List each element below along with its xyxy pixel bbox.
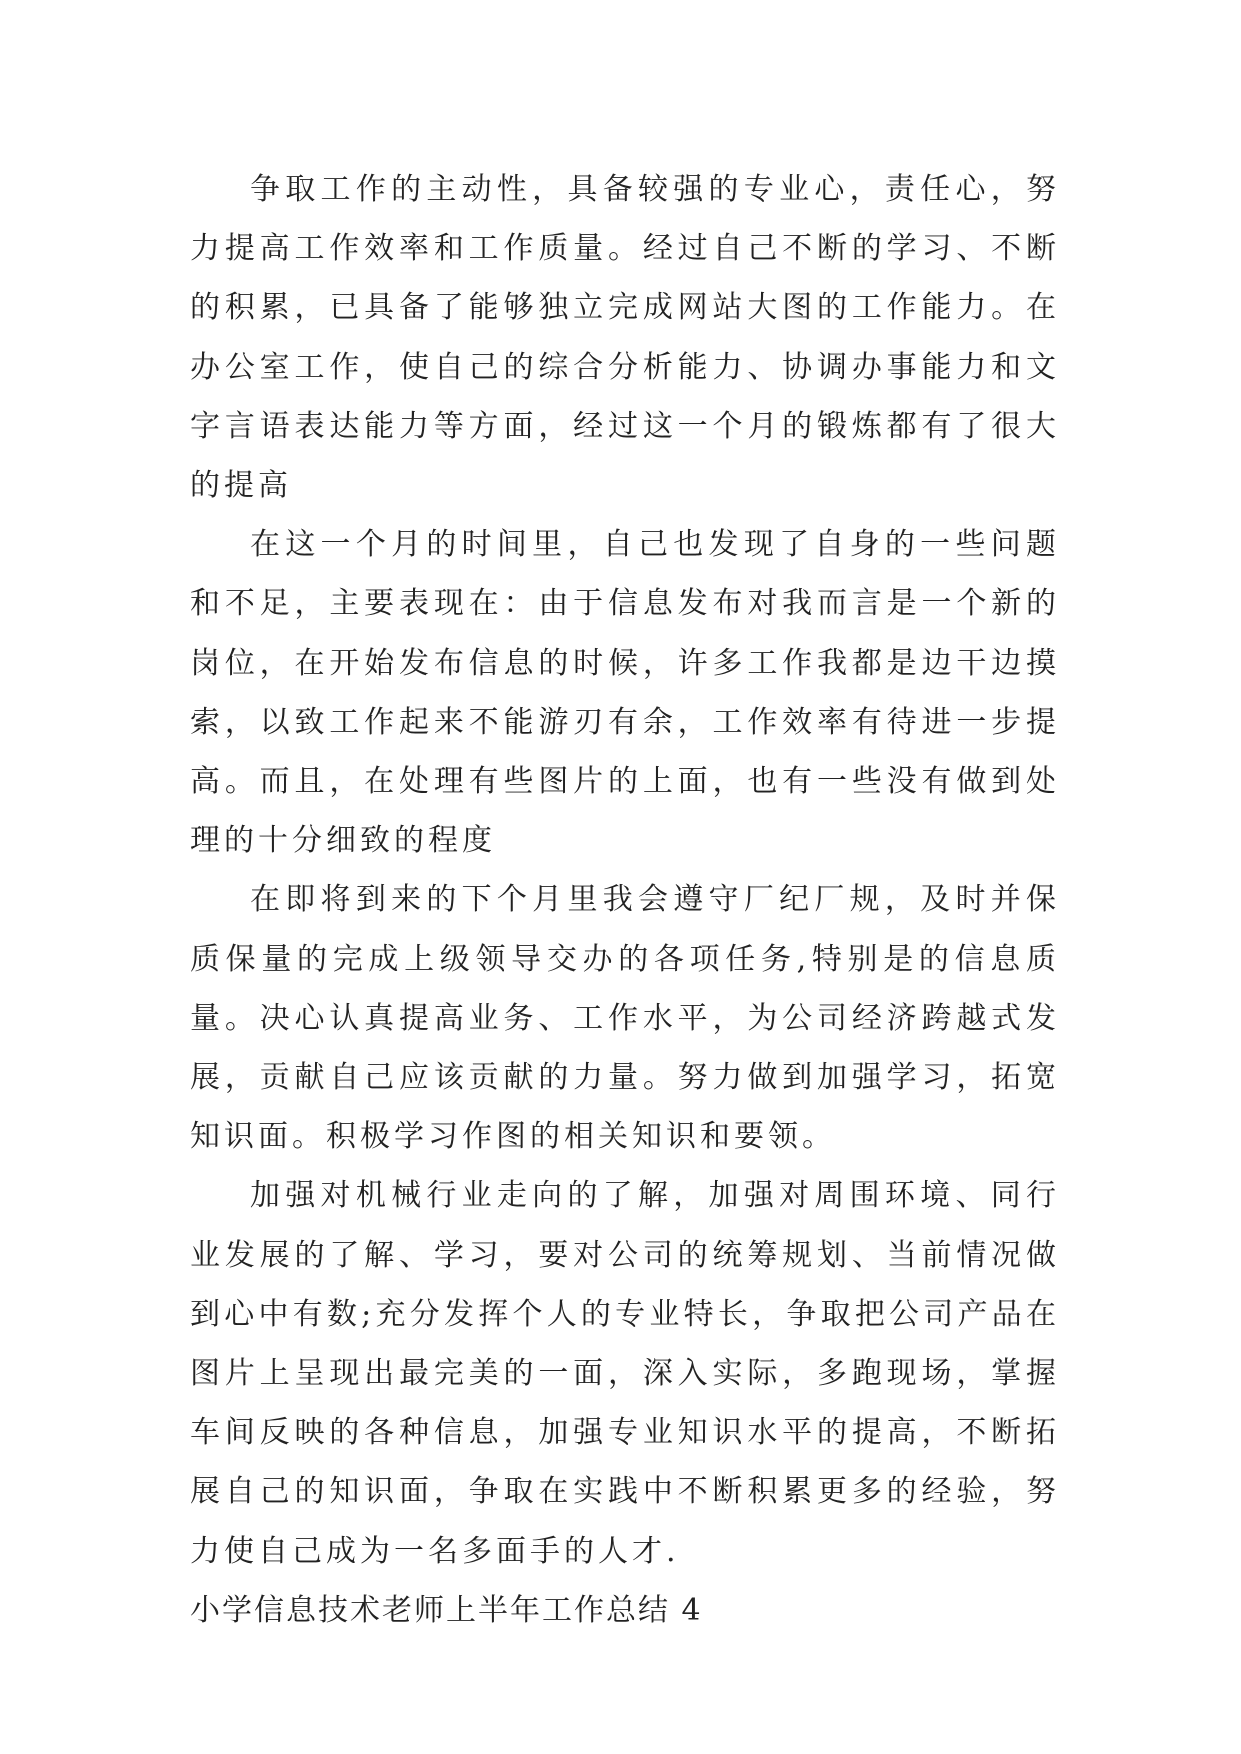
section-heading: 小学信息技术老师上半年工作总结 4 bbox=[190, 1592, 703, 1628]
paragraph-4: 加强对机械行业走向的了解，加强对周围环境、同行业发展的了解、学习，要对公司的统筹规划、当前情况做到心中有数;充分发挥个人的专业特长，争取把公司产品在图片上呈现出最完美的一面，深入实际，多跑现场，掌握车间反映的各种信息，加强专业知识水平的提高，不断拓展自己的知识面，争取在实践中不断积累更多的经验，努力使自己成为一名多面手的人才. bbox=[190, 1178, 1060, 1569]
paragraph-2: 在这一个月的时间里，自己也发现了自身的一些问题和不足，主要表现在：由于信息发布对我而言是一个新的岗位，在开始发布信息的时候，许多工作我都是边干边摸索，以致工作起来不能游刃有余，工作效率有待进一步提高。而且，在处理有些图片的上面，也有一些没有做到处理的十分细致的程度 bbox=[190, 527, 1060, 859]
document-body bbox=[190, 160, 1060, 1640]
paragraph-1: 争取工作的主动性，具备较强的专业心，责任心，努力提高工作效率和工作质量。经过自己不断的学习、不断的积累，已具备了能够独立完成网站大图的工作能力。在办公室工作，使自己的综合分析能力、协调办事能力和文字言语表达能力等方面，经过这一个月的锻炼都有了很大的提高 bbox=[190, 172, 1060, 504]
paragraph-3: 在即将到来的下个月里我会遵守厂纪厂规，及时并保质保量的完成上级领导交办的各项任务,特别是的信息质量。决心认真提高业务、工作水平，为公司经济跨越式发展，贡献自己应该贡献的力量。努力做到加强学习，拓宽知识面。积极学习作图的相关知识和要领。 bbox=[190, 882, 1060, 1155]
